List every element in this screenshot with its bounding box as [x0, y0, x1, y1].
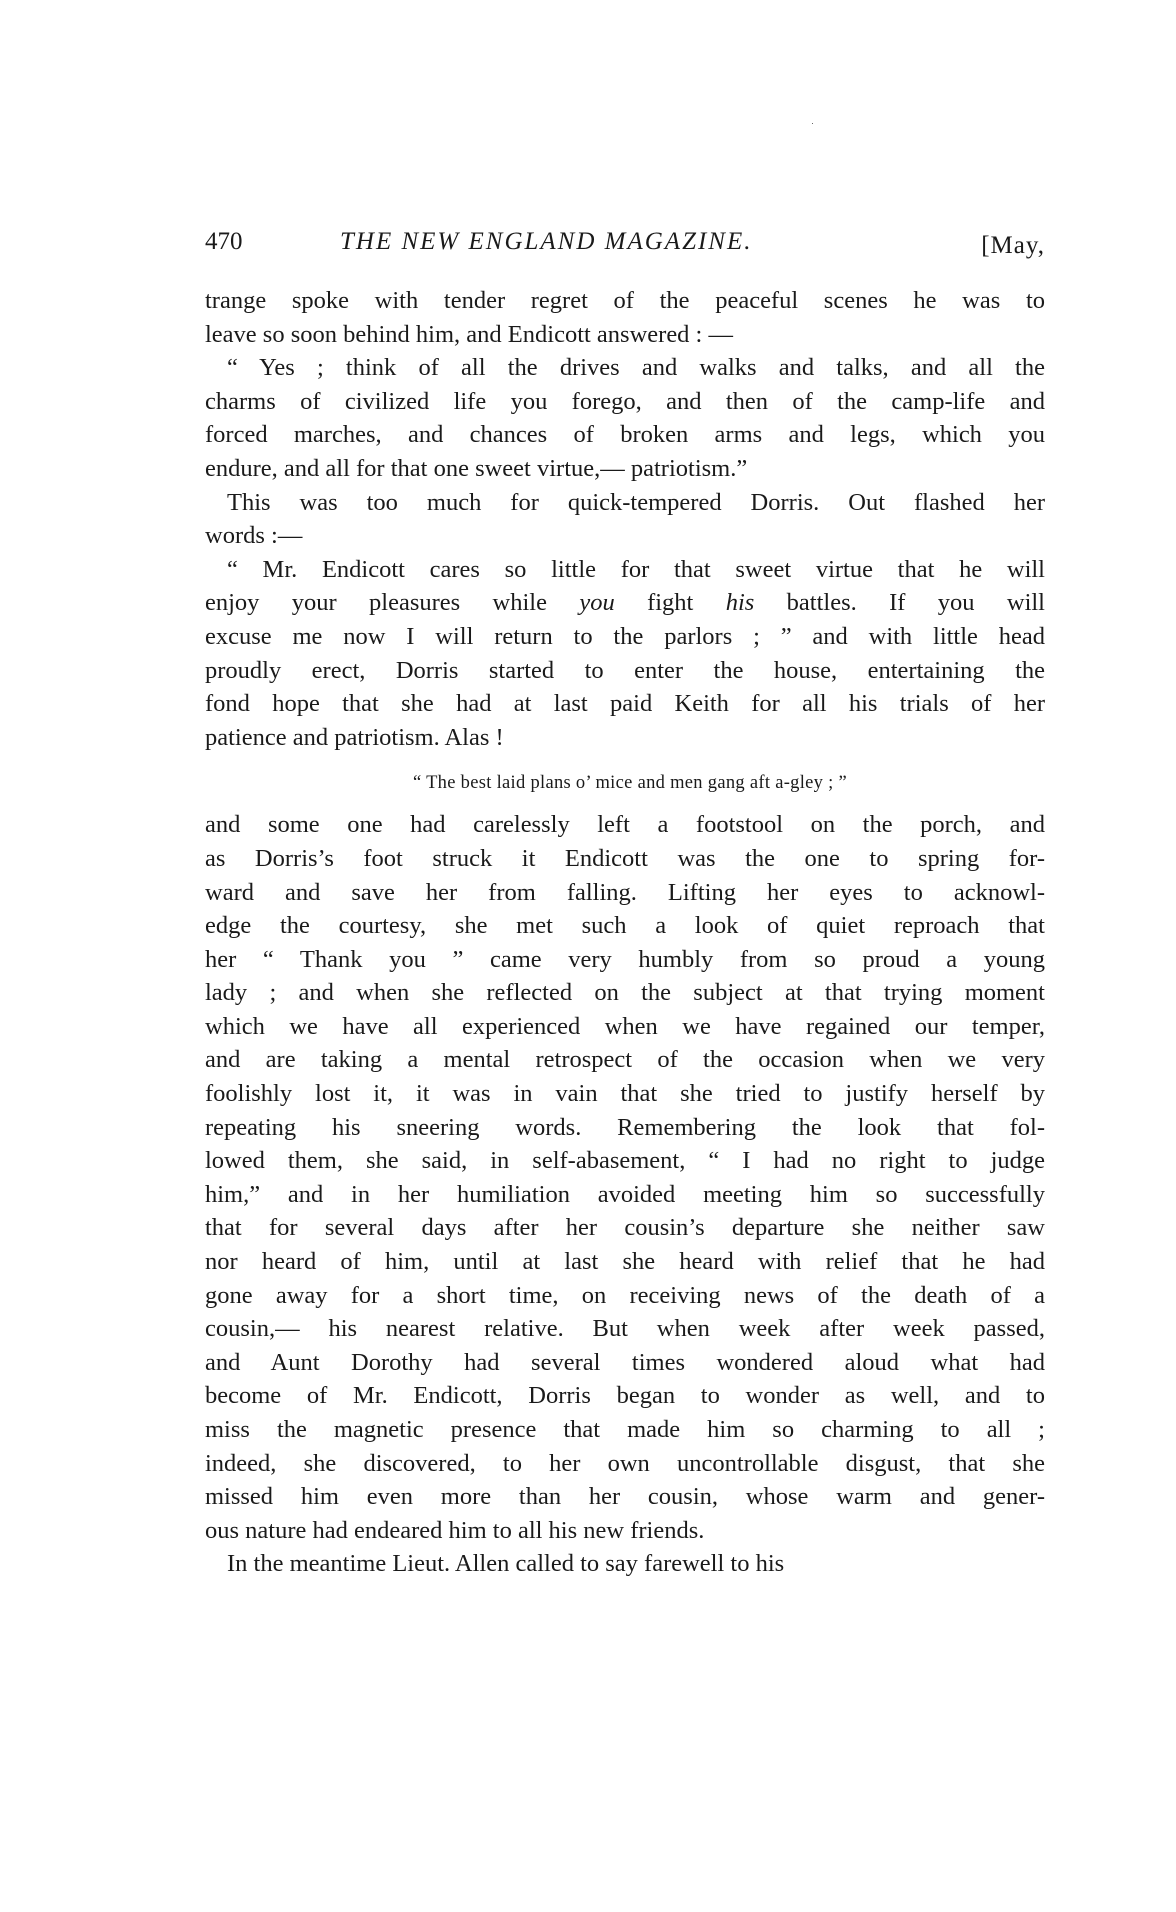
text-line: endure, and all for that one sweet virtue,— patriotism.” — [205, 454, 748, 482]
text-line: which we have all experienced when we have regained our temper, — [205, 1012, 1045, 1040]
page-number: 470 — [205, 228, 243, 255]
text-line: him,” and in her humiliation avoided meeting him so successfully — [205, 1180, 1045, 1208]
text-line: lowed them, she said, in self-abasement, “ I had no right to judge — [205, 1147, 1045, 1175]
text-line: foolishly lost it, it was in vain that she tried to justify herself by — [205, 1080, 1045, 1108]
text-segment: excuse me now I will return to the parlors ; ” and with little head — [205, 622, 1045, 650]
text-line: ward and save her from falling. Lifting her eyes to acknowl- — [205, 878, 1045, 906]
text-line: repeating his sneering words. Remembering the look that fol- — [205, 1113, 1045, 1141]
text-line: and Aunt Dorothy had several times wondered aloud what had — [205, 1348, 1045, 1376]
scan-speck — [812, 123, 813, 124]
paragraph — [205, 1547, 1045, 1581]
text-segment: enjoy your pleasures while — [205, 589, 580, 617]
text-segment: battles. If you will — [754, 589, 1045, 617]
paragraph — [205, 553, 1045, 755]
text-line: and are taking a mental retrospect of the occasion when we very — [205, 1046, 1045, 1074]
text-line: and some one had carelessly left a footstool on the porch, and — [205, 811, 1045, 839]
text-line: “ Yes ; think of all the drives and walks and talks, and all the — [227, 354, 1045, 382]
text-line: lady ; and when she reflected on the subject at that trying moment — [205, 979, 1045, 1007]
paragraph — [205, 808, 1045, 1547]
body-text — [205, 284, 1045, 1581]
issue-month: [May, — [981, 232, 1045, 259]
paragraph — [205, 486, 1045, 553]
text-segment: “ Mr. Endicott cares so little for that sweet virtue that he will — [227, 555, 1045, 583]
magazine-page — [205, 222, 1045, 1581]
emphasized-word: you — [579, 589, 615, 617]
text-segment: proudly erect, Dorris started to enter the house, entertaining the — [205, 656, 1045, 684]
text-line — [205, 687, 1045, 721]
text-line: that for several days after her cousin’s departure she neither saw — [205, 1214, 1045, 1242]
page-header — [205, 222, 1045, 262]
emphasized-word: his — [725, 589, 755, 617]
text-line: edge the courtesy, she met such a look of quiet reproach that — [205, 912, 1045, 940]
text-line: indeed, she discovered, to her own uncontrollable disgust, that she — [205, 1449, 1045, 1477]
text-line: charms of civilized life you forego, and then of the camp-life and — [205, 387, 1045, 415]
text-line: In the meantime Lieut. Allen called to say farewell to his — [227, 1550, 785, 1578]
running-title: THE NEW ENGLAND MAGAZINE. — [340, 228, 753, 255]
text-segment: fond hope that she had at last paid Keith for all his trials of her — [205, 690, 1045, 718]
paragraphs-before-epigraph — [205, 284, 1045, 754]
text-line: forced marches, and chances of broken arms and legs, which you — [205, 421, 1045, 449]
text-line — [205, 654, 1045, 688]
text-line: cousin,— his nearest relative. But when week after week passed, — [205, 1315, 1045, 1343]
text-segment: fight — [614, 589, 726, 617]
text-line: words :— — [205, 522, 303, 550]
epigraph-quote: “ The best laid plans o’ mice and men gang aft a-gley ; ” — [412, 773, 848, 794]
text-line: This was too much for quick-tempered Dorris. Out flashed her — [227, 488, 1045, 516]
text-segment: patience and patriotism. Alas ! — [205, 723, 504, 751]
text-line — [205, 553, 1045, 587]
paragraph — [205, 351, 1045, 485]
text-line: as Dorris’s foot struck it Endicott was the one to spring for- — [205, 844, 1045, 872]
paragraphs-after-epigraph — [205, 808, 1045, 1581]
text-line: gone away for a short time, on receiving news of the death of a — [205, 1281, 1045, 1309]
text-line: leave so soon behind him, and Endicott answered : — — [205, 320, 733, 348]
paragraph — [205, 284, 1045, 351]
text-line: her “ Thank you ” came very humbly from so proud a young — [205, 945, 1045, 973]
text-line: trange spoke with tender regret of the peaceful scenes he was to — [205, 287, 1045, 314]
text-line — [205, 586, 1045, 620]
text-line: miss the magnetic presence that made him so charming to all ; — [205, 1416, 1045, 1443]
text-line: missed him even more than her cousin, whose warm and gener- — [205, 1483, 1045, 1511]
text-line: become of Mr. Endicott, Dorris began to wonder as well, and to — [205, 1382, 1045, 1410]
text-line: nor heard of him, until at last she heard with relief that he had — [205, 1248, 1045, 1276]
text-line: ous nature had endeared him to all his new friends. — [205, 1516, 705, 1544]
text-line — [205, 620, 1045, 654]
text-line — [205, 721, 1045, 755]
